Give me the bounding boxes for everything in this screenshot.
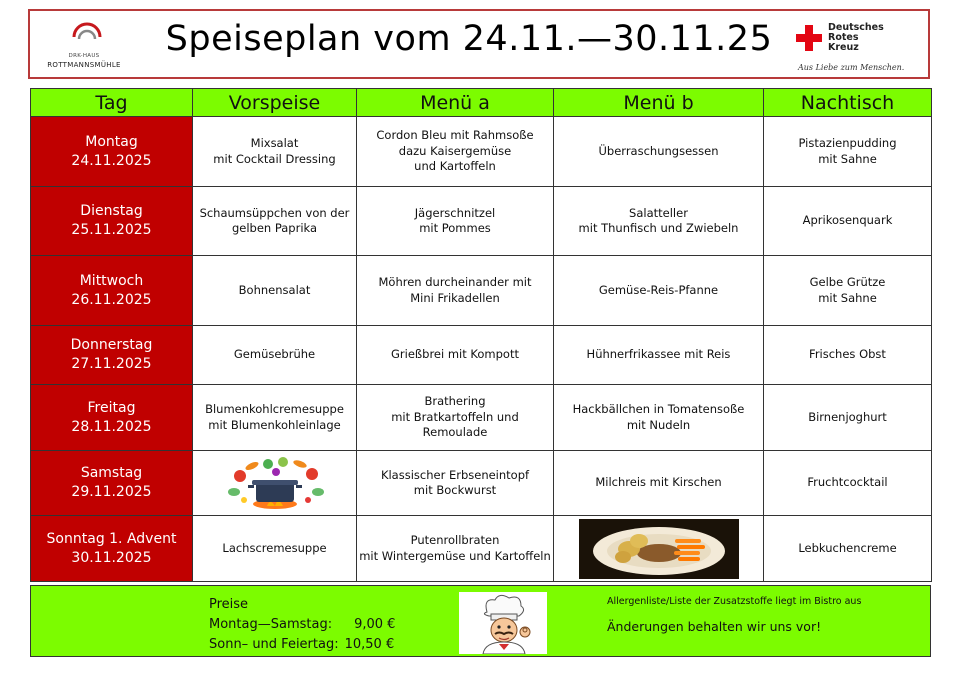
- day-date: 27.11.2025: [71, 356, 152, 372]
- price-holiday-label: Sonn– und Feiertag:: [209, 637, 339, 652]
- page-header: [28, 9, 930, 79]
- day-cell: [31, 385, 193, 451]
- menu-a-cell: Grießbrei mit Kompott: [357, 326, 554, 385]
- allergen-note: Allergenliste/Liste der Zusatzstoffe liegt im Bistro aus: [607, 596, 862, 607]
- day-cell: [31, 256, 193, 326]
- menu-a-cell: Klassischer Erbseneintopf mit Bockwurst: [357, 451, 554, 516]
- menu-a-cell: Cordon Bleu mit Rahmsoße dazu Kaisergemüse und Kartoffeln: [357, 117, 554, 187]
- day-cell: [31, 326, 193, 385]
- menu-b-cell: [554, 516, 764, 582]
- price-holiday-value: 10,50 €: [344, 637, 395, 652]
- prices-title: Preise: [209, 597, 249, 612]
- day-name: Montag: [85, 133, 138, 150]
- table-row: [31, 117, 932, 187]
- logo-line1: DRK-HAUS: [68, 53, 100, 59]
- column-header-vorspeise: Vorspeise: [193, 89, 357, 117]
- page-title: Speiseplan vom 24.11.—30.11.25: [165, 19, 773, 59]
- vorspeise-cell: Blumenkohlcremesuppe mit Blumenkohleinlage: [193, 385, 357, 451]
- menu-b-cell: Milchreis mit Kirschen: [554, 451, 764, 516]
- price-weekday-value: 9,00 €: [354, 617, 396, 632]
- table-row: [31, 516, 932, 582]
- day-name: Mittwoch: [79, 272, 144, 289]
- nachtisch-cell: Birnenjoghurt: [764, 385, 932, 451]
- cooking-pot-vegetables-icon: [220, 454, 330, 512]
- menu-b-cell: Überraschungsessen: [554, 117, 764, 187]
- day-name: Donnerstag: [70, 337, 153, 353]
- nachtisch-cell: Frisches Obst: [764, 326, 932, 385]
- menu-table: [30, 88, 932, 582]
- table-header-row: [31, 89, 932, 117]
- price-holiday: [209, 635, 395, 655]
- vorspeise-cell: Gemüsebrühe: [193, 326, 357, 385]
- vorspeise-cell: [193, 451, 357, 516]
- day-date: 29.11.2025: [71, 484, 152, 500]
- day-date: 24.11.2025: [71, 152, 152, 169]
- column-header-nachtisch: Nachtisch: [764, 89, 932, 117]
- footer-panel: [30, 585, 931, 657]
- red-cross-icon: [796, 25, 822, 51]
- day-date: 30.11.2025: [71, 549, 152, 566]
- vorspeise-cell: Bohnensalat: [193, 256, 357, 326]
- vorspeise-cell: Mixsalat mit Cocktail Dressing: [193, 117, 357, 187]
- table-row: [31, 256, 932, 326]
- day-cell: [31, 516, 193, 582]
- nachtisch-cell: Gelbe Grütze mit Sahne: [764, 256, 932, 326]
- price-weekday: [209, 615, 395, 635]
- prices-block: [209, 595, 395, 655]
- menu-a-cell: Jägerschnitzel mit Pommes: [357, 187, 554, 256]
- menu-b-cell: Hühnerfrikassee mit Reis: [554, 326, 764, 385]
- day-date: 26.11.2025: [71, 291, 152, 308]
- day-name: Freitag: [87, 399, 136, 416]
- day-cell: [31, 187, 193, 256]
- price-weekday-label: Montag—Samstag:: [209, 617, 333, 632]
- drk-name: Deutsches Rotes Kreuz: [828, 22, 884, 53]
- vorspeise-cell: Schaumsüppchen von der gelben Paprika: [193, 187, 357, 256]
- day-cell: [31, 117, 193, 187]
- menu-b-cell: Hackbällchen in Tomatensoße mit Nudeln: [554, 385, 764, 451]
- drk-logo: [796, 19, 916, 75]
- day-date: 28.11.2025: [71, 418, 152, 435]
- column-header-menu-b: Menü b: [554, 89, 764, 117]
- drk-slogan: Aus Liebe zum Menschen.: [798, 63, 905, 72]
- nachtisch-cell: Aprikosenquark: [764, 187, 932, 256]
- day-cell: [31, 451, 193, 516]
- table-row: [31, 187, 932, 256]
- day-name: Sonntag 1. Advent: [46, 530, 177, 547]
- changes-note: Änderungen behalten wir uns vor!: [607, 619, 822, 634]
- column-header-day: Tag: [31, 89, 193, 117]
- nachtisch-cell: Fruchtcocktail: [764, 451, 932, 516]
- chef-icon: [459, 592, 547, 654]
- menu-a-cell: Möhren durcheinander mit Mini Frikadellen: [357, 256, 554, 326]
- table-row: [31, 451, 932, 516]
- menu-a-cell: Putenrollbraten mit Wintergemüse und Kartoffeln: [357, 516, 554, 582]
- column-header-menu-a: Menü a: [357, 89, 554, 117]
- menu-b-cell: Gemüse-Reis-Pfanne: [554, 256, 764, 326]
- nachtisch-cell: Pistazienpudding mit Sahne: [764, 117, 932, 187]
- nachtisch-cell: Lebkuchencreme: [764, 516, 932, 582]
- roast-dinner-plate-icon: [579, 519, 739, 579]
- day-date: 25.11.2025: [71, 222, 152, 238]
- table-row: [31, 326, 932, 385]
- day-name: Samstag: [80, 465, 143, 481]
- vorspeise-cell: Lachscremesuppe: [193, 516, 357, 582]
- day-name: Dienstag: [80, 203, 143, 219]
- drk-arc-icon: [70, 17, 104, 51]
- drk-haus-logo: [44, 15, 124, 75]
- menu-a-cell: Brathering mit Bratkartoffeln und Remoulade: [357, 385, 554, 451]
- logo-line2: ROTTMANNSMÜHLE: [47, 61, 121, 69]
- menu-b-cell: Salatteller mit Thunfisch und Zwiebeln: [554, 187, 764, 256]
- table-row: [31, 385, 932, 451]
